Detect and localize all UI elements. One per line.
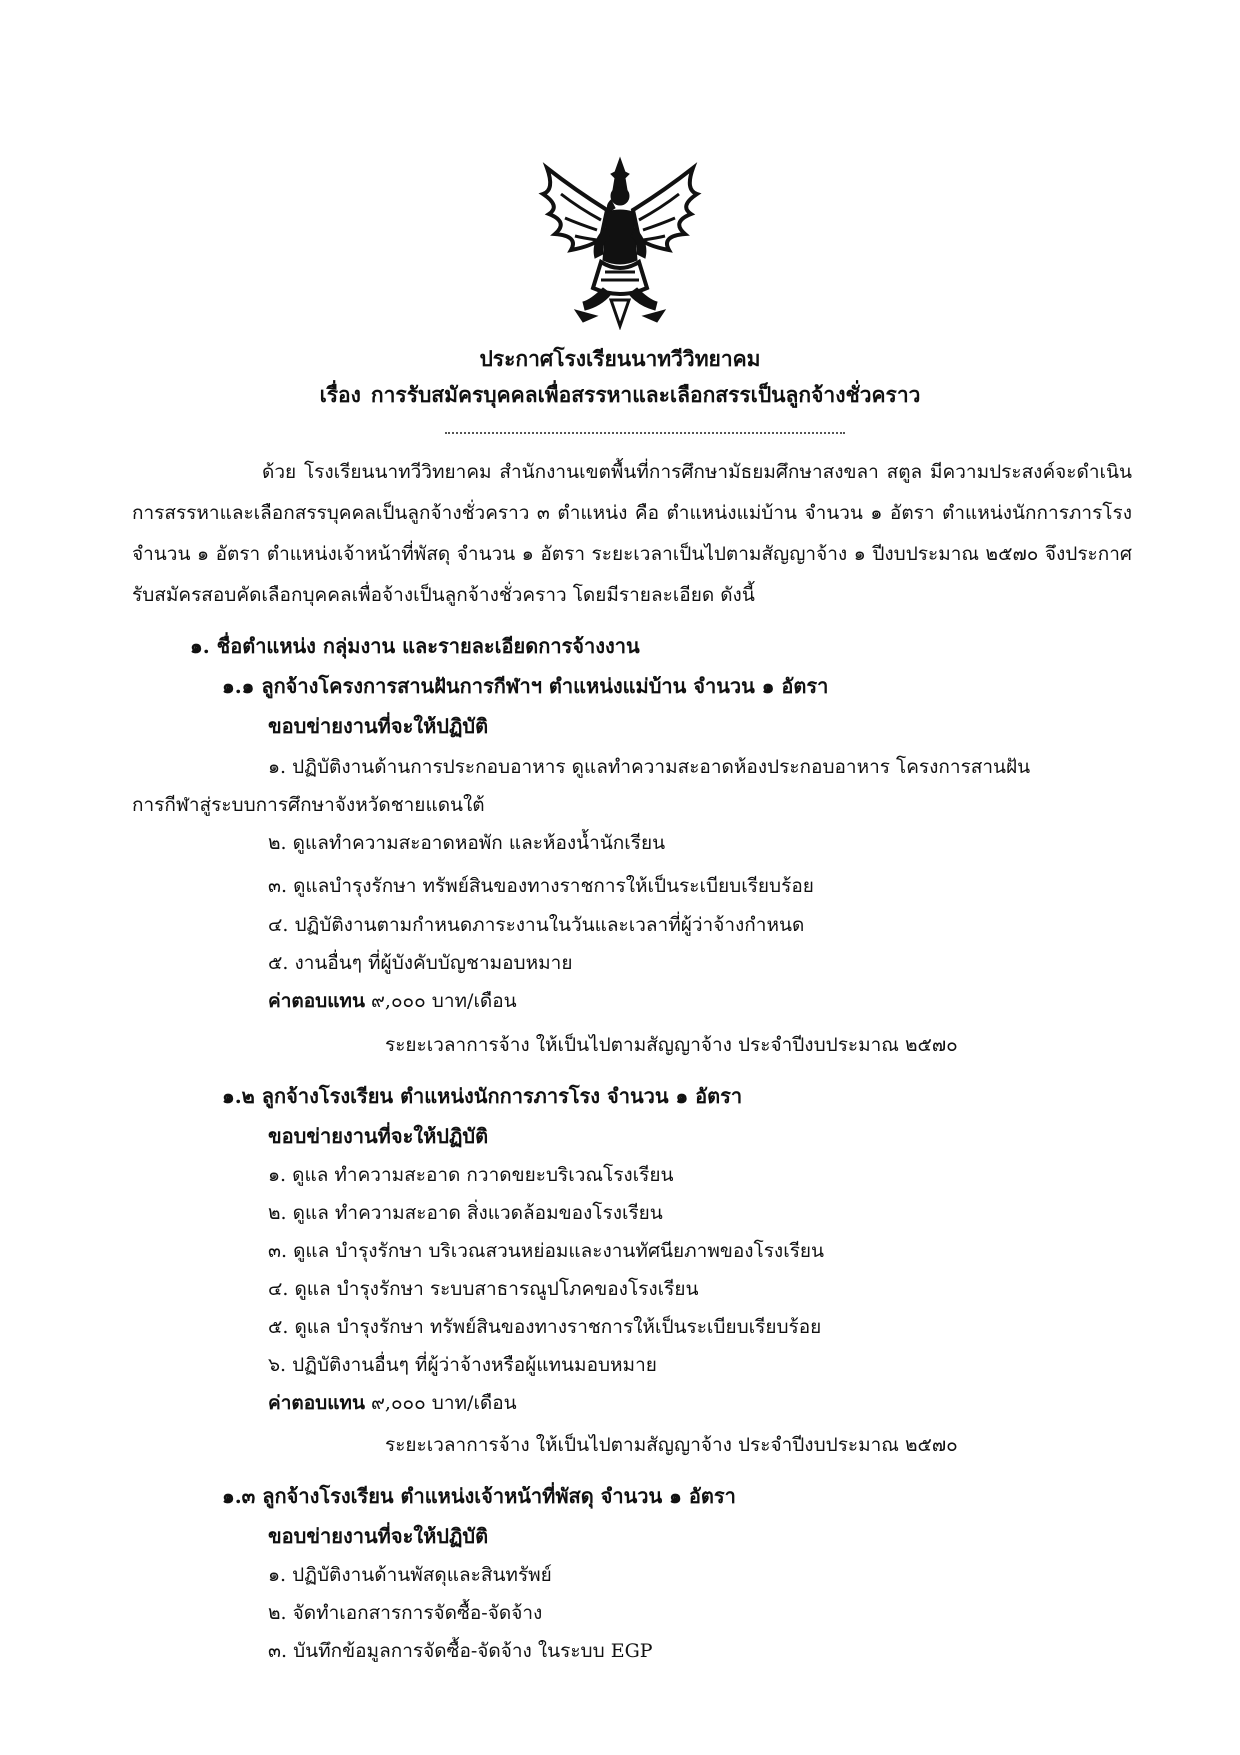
list-item: การกีฬาสู่ระบบการศึกษาจังหวัดชายแดนใต้ <box>132 794 485 816</box>
subject-line <box>0 378 1240 412</box>
list-item: ๔. ดูแล บำรุงรักษา ระบบสาธารณูปโภคของโรงเรียน <box>268 1278 699 1300</box>
pay-value: ๙,๐๐๐ บาท/เดือน <box>371 990 517 1012</box>
list-item: ๕. ดูแล บำรุงรักษา ทรัพย์สินของทางราชการให้เป็นระเบียบเรียบร้อย <box>268 1316 822 1338</box>
header <box>0 342 1240 412</box>
pay-label: ค่าตอบแทน <box>268 990 365 1012</box>
position-3-heading: ๑.๓ ลูกจ้างโรงเรียน ตำแหน่งเจ้าหน้าที่พัสดุ จำนวน ๑ อัตรา <box>222 1484 736 1508</box>
list-item: ๓. บันทึกข้อมูลการจัดซื้อ-จัดจ้าง ในระบบ EGP <box>268 1640 653 1662</box>
subject-text: การรับสมัครบุคคลเพื่อสรรหาและเลือกสรรเป็นลูกจ้างชั่วคราว <box>370 382 921 407</box>
intro-block <box>132 452 1132 616</box>
pay-line <box>268 986 517 1016</box>
pay-label: ค่าตอบแทน <box>268 1392 365 1414</box>
section-heading: ๑. ชื่อตำแหน่ง กลุ่มงาน และรายละเอียดการจ้างงาน <box>190 634 640 658</box>
divider <box>445 432 845 434</box>
position-1-heading: ๑.๑ ลูกจ้างโครงการสานฝันการกีฬาฯ ตำแหน่งแม่บ้าน จำนวน ๑ อัตรา <box>222 674 829 698</box>
list-item: ๑. ปฏิบัติงานด้านการประกอบอาหาร ดูแลทำความสะอาดห้องประกอบอาหาร โครงการสานฝัน <box>268 756 1031 778</box>
list-item: ๒. จัดทำเอกสารการจัดซื้อ-จัดจ้าง <box>268 1602 543 1624</box>
garuda-emblem-icon <box>535 150 705 330</box>
intro-paragraph: ด้วย โรงเรียนนาทวีวิทยาคม สำนักงานเขตพื้นที่การศึกษามัธยมศึกษาสงขลา สตูล มีความประสงค์จะดำเนินการสรรหาและเลือกสรรบุคคลเป็นลูกจ้างชั่วคราว ๓ ตำแหน่ง คือ ตำแหน่งแม่บ้าน จำนวน ๑ อัตรา ตำแหน่งนักการภารโรง จำนวน ๑ อัตรา ตำแหน่งเจ้าหน้าที่พัสดุ จำนวน ๑ อัตรา ระยะเวลาเป็นไปตามสัญญาจ้าง ๑ ปีงบประมาณ ๒๕๗๐ จึงประกาศรับสมัครสอบคัดเลือกบุคคลเพื่อจ้างเป็นลูกจ้างชั่วคราว โดยมีรายละเอียด ดังนี้ <box>132 461 1132 606</box>
employment-period: ระยะเวลาการจ้าง ให้เป็นไปตามสัญญาจ้าง ประจำปีงบประมาณ ๒๕๗๐ <box>385 1034 958 1056</box>
list-item: ๔. ปฏิบัติงานตามกำหนดภาระงานในวันและเวลาที่ผู้ว่าจ้างกำหนด <box>268 914 805 936</box>
list-item: ๕. งานอื่นๆ ที่ผู้บังคับบัญชามอบหมาย <box>268 952 573 974</box>
list-item: ๒. ดูแลทำความสะอาดหอพัก และห้องน้ำนักเรียน <box>268 832 666 854</box>
list-item: ๓. ดูแลบำรุงรักษา ทรัพย์สินของทางราชการให้เป็นระเบียบเรียบร้อย <box>268 875 814 897</box>
list-item: ๑. ดูแล ทำความสะอาด กวาดขยะบริเวณโรงเรียน <box>268 1164 674 1186</box>
employment-period: ระยะเวลาการจ้าง ให้เป็นไปตามสัญญาจ้าง ประจำปีงบประมาณ ๒๕๗๐ <box>385 1434 958 1456</box>
list-item: ๖. ปฏิบัติงานอื่นๆ ที่ผู้ว่าจ้างหรือผู้แทนมอบหมาย <box>268 1354 657 1376</box>
position-2-scope: ขอบข่ายงานที่จะให้ปฏิบัติ <box>268 1124 489 1148</box>
page-title: ประกาศโรงเรียนนาทวีวิทยาคม <box>479 346 761 371</box>
pay-line <box>268 1388 517 1418</box>
list-item: ๒. ดูแล ทำความสะอาด สิ่งแวดล้อมของโรงเรียน <box>268 1202 663 1224</box>
list-item: ๑. ปฏิบัติงานด้านพัสดุและสินทรัพย์ <box>268 1564 552 1586</box>
position-3-scope: ขอบข่ายงานที่จะให้ปฏิบัติ <box>268 1524 489 1548</box>
pay-value: ๙,๐๐๐ บาท/เดือน <box>371 1392 517 1414</box>
subject-label: เรื่อง <box>319 382 361 407</box>
list-item: ๓. ดูแล บำรุงรักษา บริเวณสวนหย่อมและงานทัศนียภาพของโรงเรียน <box>268 1240 825 1262</box>
position-2-heading: ๑.๒ ลูกจ้างโรงเรียน ตำแหน่งนักการภารโรง จำนวน ๑ อัตรา <box>222 1084 743 1108</box>
position-1-scope: ขอบข่ายงานที่จะให้ปฏิบัติ <box>268 714 489 738</box>
